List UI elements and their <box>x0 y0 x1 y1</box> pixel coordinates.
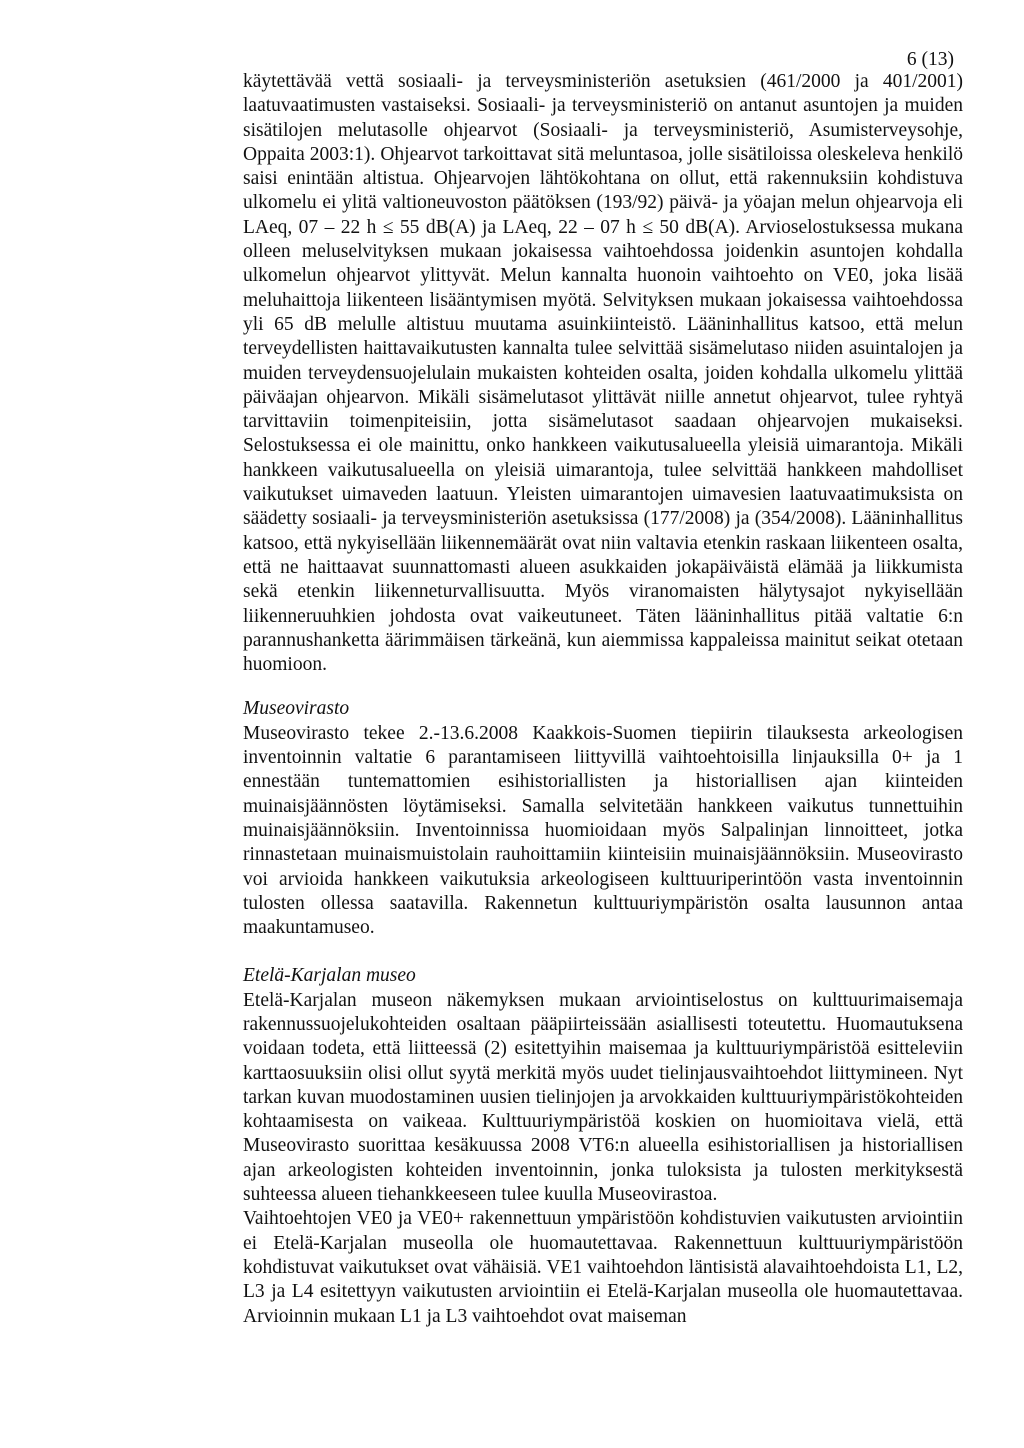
museovirasto-paragraph: Museovirasto tekee 2.-13.6.2008 Kaakkois-Suomen tiepiirin tilauksesta arkeologisen inventoinnin valtatie 6 parantamiseen liittyvillä vaihtoehtoisilla linjauksilla 0+ ja 1 ennestään tuntemattomien esihistoriallisten ja historiallisen ajan kiinteiden muinaisjäännösten löytämiseksi. Samalla selvitetään hankkeen vaikutus tunnettuihin muinaisjäännöksiin. Inventoinnissa huomioidaan myös Salpalinjan linnoitteet, jotka rinnastetaan muinaismuistolain rauhoittamiin kiinteisiin muinaisjäännöksiin. Museovirasto voi arvioida hankkeen vaikutuksia arkeologiseen kulttuuriperintöön vasta inventoinnin tulosten ollessa saatavilla. Rakennetun kulttuuriympäristön osalta lausunnon antaa maakuntamuseo. <box>243 722 963 939</box>
etela-karjalan-museo-heading: Etelä-Karjalan museo <box>243 965 416 987</box>
etela-karjalan-museo-paragraph-2: Vaihtoehtojen VE0 ja VE0+ rakennettuun ympäristöön kohdistuvien vaikutusten arviointiin ei Etelä-Karjalan museolla ole huomautettavaa. Rakennettuun kulttuuriympäristöön kohdistuvat vaikutukset ovat vähäisiä. VE1 vaihtoehdon läntisistä alavaihtoehdoista L1, L2, L3 ja L4 esitettyyn vaikutusten arviointiin ei Etelä-Karjalan museolla ole huomautettavaa. Arvioinnin mukaan L1 ja L3 vaihtoehdot ovat maiseman <box>243 1208 963 1327</box>
intro-paragraph: käytettävää vettä sosiaali- ja terveysministeriön asetuksien (461/2000 ja 401/2001) laatuvaatimusten vastaiseksi. Sosiaali- ja terveysministeriö on antanut asuntojen ja muiden sisätilojen melutasolle ohjearvot (Sosiaali- ja terveysministeriö, Asumisterveysohje, Oppaita 2003:1). Ohjearvot tarkoittavat sitä meluntasoa, jolle sisätiloissa oleskeleva henkilö saisi enintään altistua. Ohjearvojen lähtökohtana on ollut, että rakennuksiin kohdistuva ulkomelu ei ylitä valtioneuvoston päätöksen (193/92) päivä- ja yöajan melun ohjearvoja eli LAeq, 07 – 22 h ≤ 55 dB(A) ja LAeq, 22 – 07 h ≤ 50 dB(A). Arvioselostuksessa mukana olleen meluselvityksen mukaan jokaisessa vaihtoehdossa joidenkin asuntojen kohdalla ulkomelun ohjearvot ylittyvät. Melun kannalta huonoin vaihtoehto on VE0, joka lisää meluhaittoja liikenteen lisääntymisen myötä. Selvityksen mukaan jokaisessa vaihtoehdossa yli 65 dB melulle altistuu muutama asuinkiinteistö. Lääninhallitus katsoo, että melun terveydellisten haittavaikutusten kannalta tulee selvittää sisämelutaso niiden asuintalojen ja muiden terveydensuojelulain mukaisten kohteiden osalta, joiden kohdalla ulkomelu ylittää päiväajan ohjearvon. Mikäli sisämelutasot ylittävät niille annetut ohjearvot, tulee ryhtyä tarvittaviin toimenpiteisiin, jotta sisämelutasot saadaan ohjearvojen mukaiseksi. Selostuksessa ei ole mainittu, onko hankkeen vaikutusalueella yleisiä uimarantoja. Mikäli hankkeen vaikutusalueella on yleisiä uimarantoja, tulee selvittää hankkeen mahdolliset vaikutukset uimaveden laatuun. Yleisten uimarantojen uimavesien laatuvaatimuksista on säädetty sosiaali- ja terveysministeriön asetuksissa (177/2008) ja (354/2008). Lääninhallitus katsoo, että nykyisellään liikennemäärät ovat niin valtavia etenkin raskaan liikenteen osalta, että ne haittaavat suunnattomasti alueen asukkaiden jokapäiväistä elämää ja liikkumista sekä etenkin liikenneturvallisuutta. Myös viranomaisten hälytysajot nykyisellään liikenneruuhkien johdosta ovat vaikeutuneet. Täten lääninhallitus pitää valtatie 6:n parannushanketta äärimmäisen tärkeänä, kun aiemmissa kappaleissa mainitut seikat otetaan huomioon. <box>243 71 963 676</box>
document-body <box>243 70 963 1329</box>
page-number: 6 (13) <box>906 49 954 70</box>
museovirasto-heading: Museovirasto <box>243 698 350 720</box>
etela-karjalan-museo-paragraph-1: Etelä-Karjalan museon näkemyksen mukaan arviointiselostus on kulttuurimaisemaja rakennussuojelukohteiden osaltaan pääpiirteissään asiallisesti toteutettu. Huomautuksena voidaan todeta, että liitteessä (2) esitettyihin maisemaa ja kulttuuriympäristöä esitteleviin karttaosuuksiin olisi ollut syytä merkitä myös uudet tielinjausvaihtoehdot liittymineen. Nyt tarkan kuvan muodostaminen uusien tielinjojen ja arvokkaiden kulttuuriympäristökohteiden kohtaamisesta on vaikeaa. Kulttuuriympäristöä koskien on huomioitava vielä, että Museovirasto suorittaa kesäkuussa 2008 VT6:n alueella esihistoriallisen ja historiallisen ajan arkeologisten kohteiden inventoinnin, jonka tuloksista ja tulosten merkityksestä suhteessa alueen tiehankkeeseen tulee kuulla Museovirastoa. <box>243 989 963 1206</box>
